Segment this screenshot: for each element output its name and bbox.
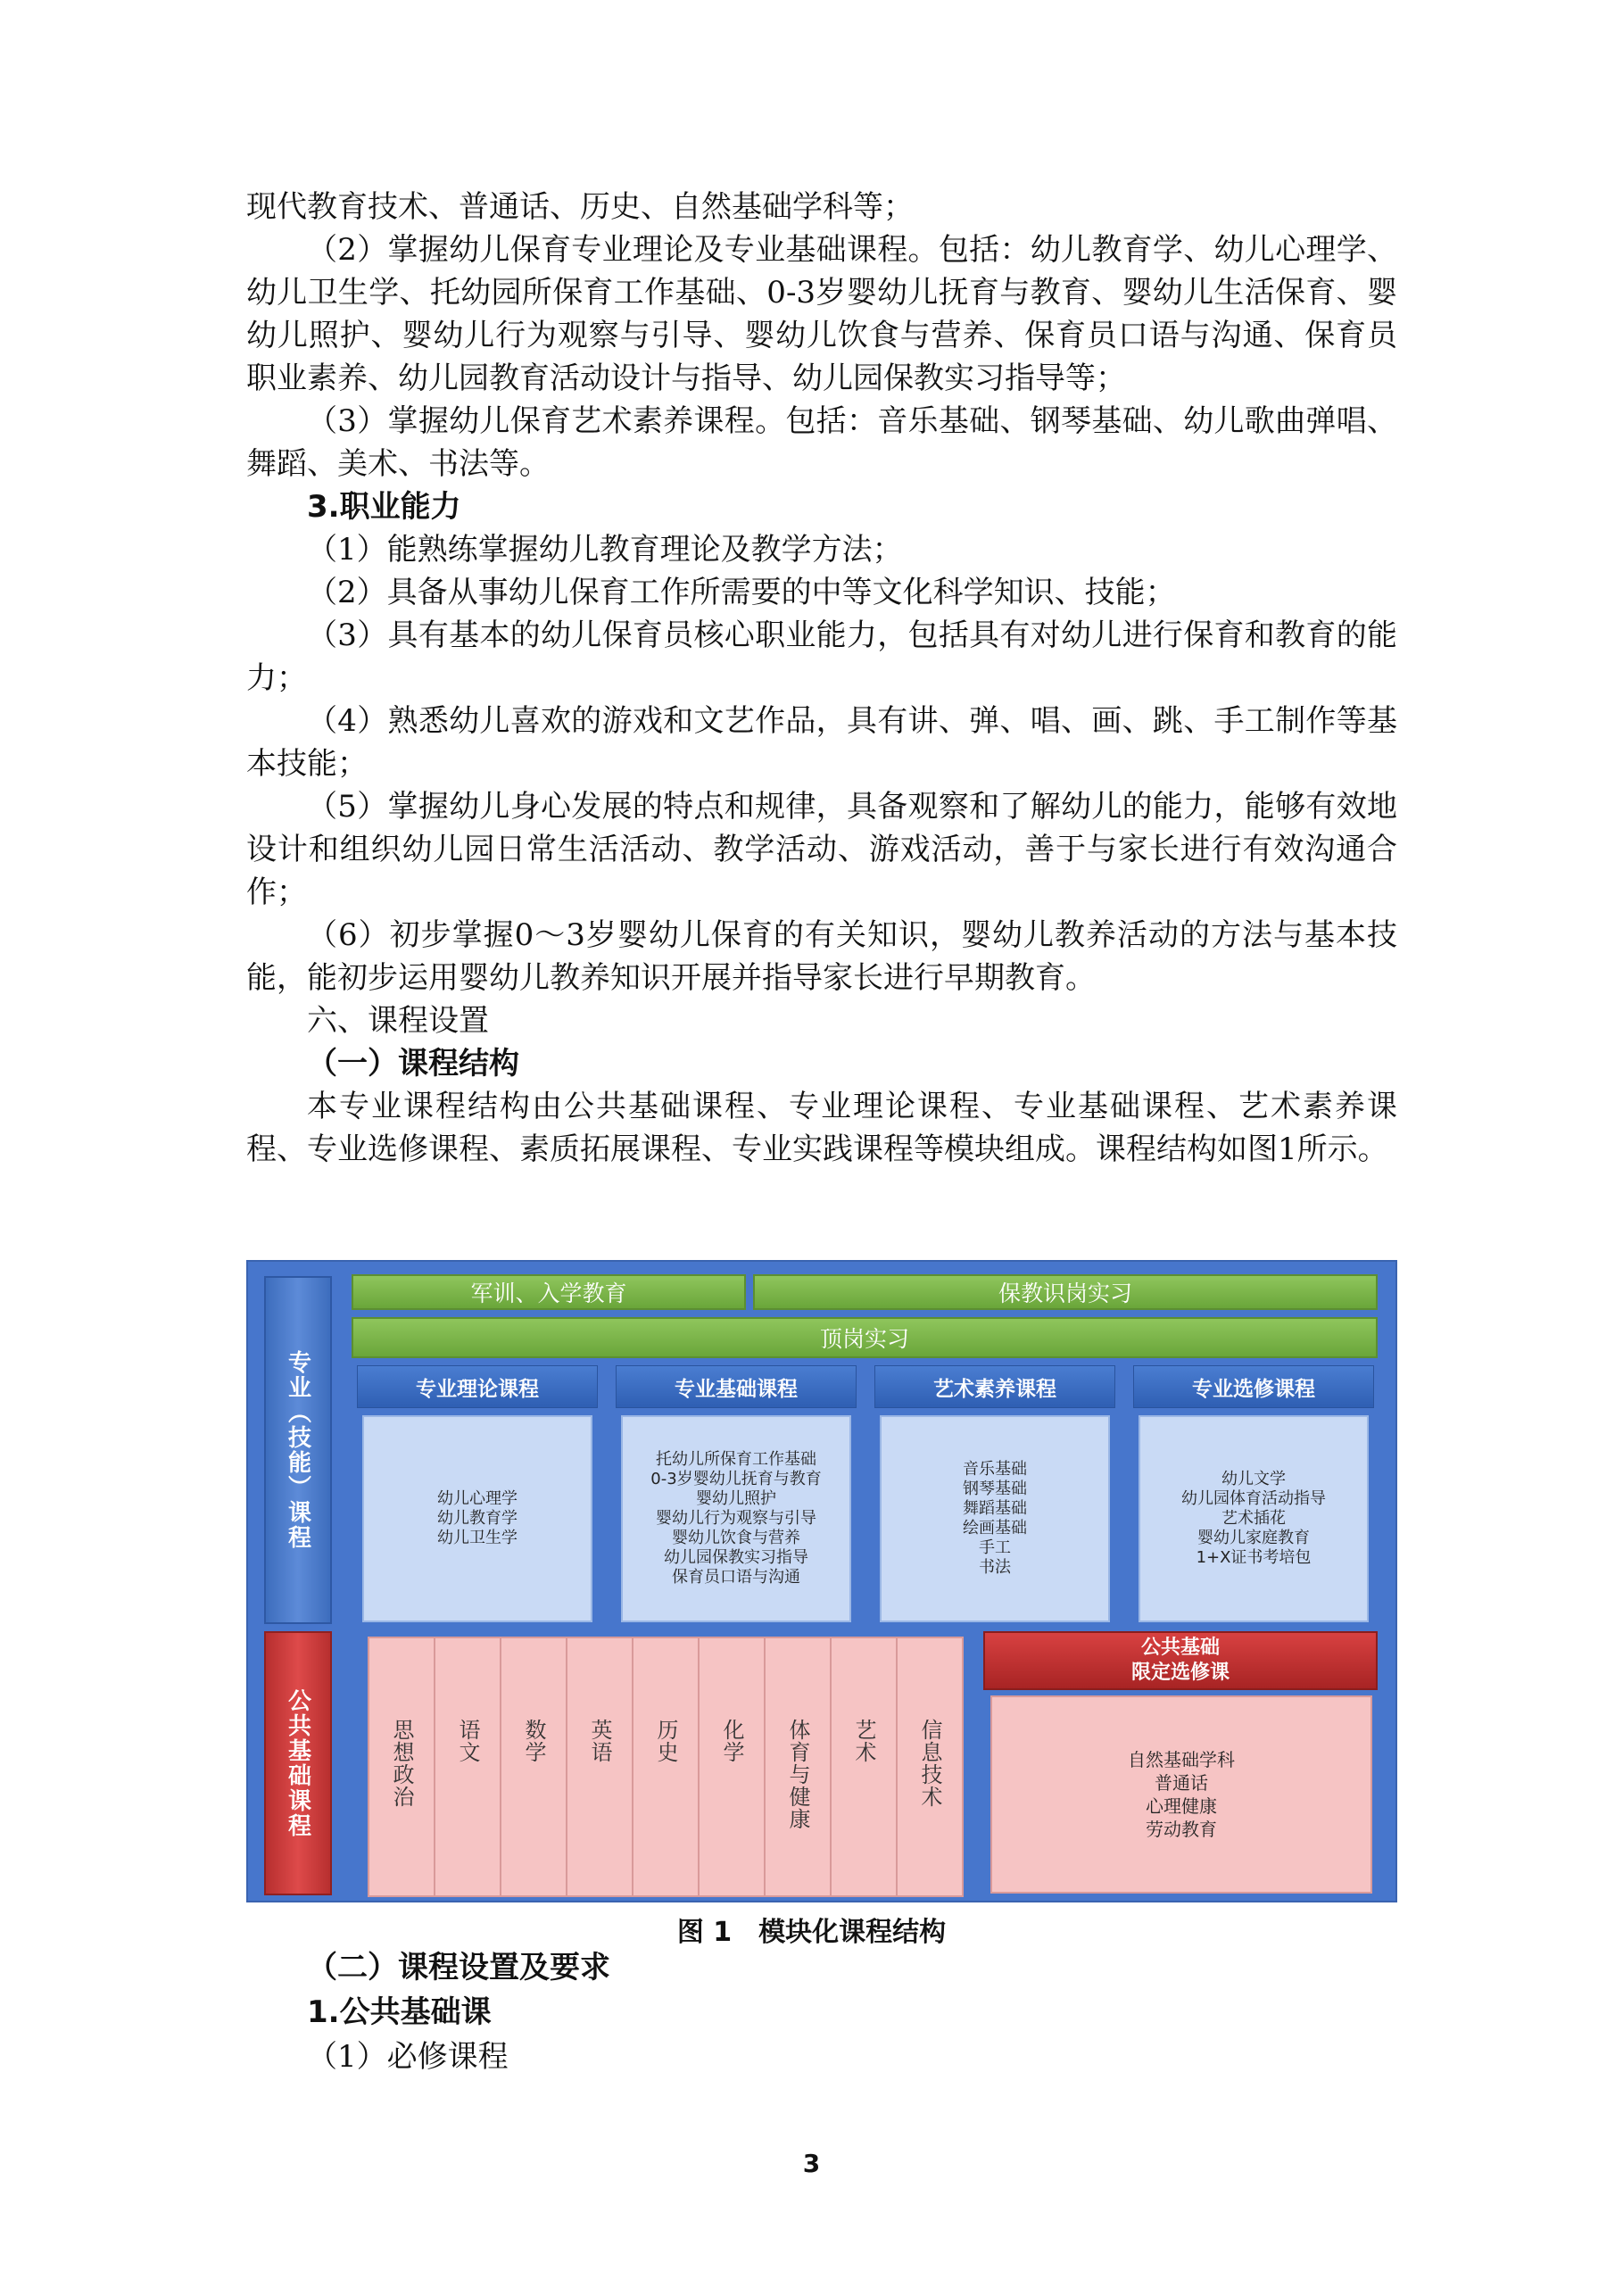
public-course-label: 语文	[455, 1719, 480, 1763]
course-item: 钢琴基础	[963, 1480, 1027, 1498]
public-elective-head-line1: 公共基础	[1140, 1637, 1220, 1659]
public-course-bar	[698, 1637, 766, 1897]
public-course-bar	[830, 1637, 898, 1897]
column-body-theory	[362, 1415, 592, 1622]
course-item: 书法	[979, 1558, 1011, 1577]
ability-item-1: （1）能熟练掌握幼儿教育理论及教学方法；	[307, 532, 903, 568]
section-title-course-setting: 六、课程设置	[307, 1003, 489, 1039]
bottom-text	[246, 1945, 1397, 2079]
public-courses-side-label: 公共基础课程	[264, 1631, 332, 1895]
column-body-art	[880, 1415, 1110, 1622]
section-heading-career-ability: 3.职业能力	[307, 489, 461, 525]
course-item: 幼儿教育学	[437, 1509, 518, 1528]
ability-item-4: （4）熟悉幼儿喜欢的游戏和文艺作品，具有讲、弹、唱、画、跳、手工制作等基本技能；	[246, 703, 1397, 782]
course-item: 绘画基础	[963, 1519, 1027, 1538]
page-number: 3	[802, 2149, 821, 2178]
elective-item: 心理健康	[1146, 1795, 1217, 1817]
column-head-art: 艺术素养课程	[874, 1365, 1115, 1408]
public-course-label: 历史	[653, 1719, 678, 1763]
course-structure-diagram	[246, 1260, 1397, 1902]
public-course-bar	[764, 1637, 832, 1897]
paragraph-2: （2）掌握幼儿保育专业理论及专业基础课程。包括：幼儿教育学、幼儿心理学、幼儿卫生学、托幼园所保育工作基础、0-3岁婴幼儿抚育与教育、婴幼儿生活保育、婴幼儿照护、婴幼儿行为观察与引导、婴幼儿饮食与营养、保育员口语与沟通、保育员职业素养、幼儿园教育活动设计与指导、幼儿园保教实习指导等；	[246, 232, 1397, 396]
figure-caption: 图 1 模块化课程结构	[676, 1917, 947, 1948]
course-item: 音乐基础	[963, 1460, 1027, 1479]
ability-item-6: （6）初步掌握0～3岁婴幼儿保育的有关知识，婴幼儿教养活动的方法与基本技能，能初步运用婴幼儿教养知识开展并指导家长进行早期教育。	[246, 917, 1397, 996]
course-item: 托幼儿所保育工作基础	[656, 1450, 816, 1469]
public-course-label: 体育与健康	[785, 1719, 810, 1830]
course-structure-text: 本专业课程结构由公共基础课程、专业理论课程、专业基础课程、艺术素养课程、专业选修课程、素质拓展课程、专业实践课程等模块组成。课程结构如图1所示。	[246, 1089, 1397, 1167]
top-internship-box: 顶岗实习	[352, 1317, 1378, 1358]
course-item: 保育员口语与沟通	[672, 1568, 800, 1587]
elective-item: 劳动教育	[1146, 1819, 1217, 1840]
course-item: 幼儿园保教实习指导	[664, 1548, 808, 1567]
course-item: 1+X证书考培包	[1196, 1548, 1312, 1567]
ability-item-3: （3）具有基本的幼儿保育员核心职业能力，包括具有对幼儿进行保育和教育的能力；	[246, 618, 1397, 696]
column-head-theory: 专业理论课程	[357, 1365, 598, 1408]
public-course-label: 艺术	[851, 1719, 876, 1763]
heading-public-basic-course: 1.公共基础课	[307, 1994, 492, 2030]
public-course-bar	[632, 1637, 700, 1897]
course-item: 幼儿卫生学	[437, 1529, 518, 1547]
public-course-bar	[368, 1637, 435, 1897]
column-body-elective	[1139, 1415, 1369, 1622]
course-item: 婴幼儿照护	[696, 1489, 776, 1508]
public-course-bar	[566, 1637, 633, 1897]
course-item: 手工	[979, 1538, 1011, 1557]
public-course-label: 英语	[587, 1719, 612, 1763]
course-item: 舞蹈基础	[963, 1499, 1027, 1518]
course-item: 0-3岁婴幼儿抚育与教育	[650, 1470, 822, 1488]
public-course-label: 信息技术	[917, 1719, 942, 1808]
paragraph-continued: 现代教育技术、普通话、历史、自然基础学科等；	[246, 189, 914, 225]
top-text	[246, 186, 1397, 1171]
public-course-bar	[500, 1637, 567, 1897]
elective-item: 普通话	[1155, 1772, 1208, 1794]
course-item: 幼儿园体育活动指导	[1181, 1489, 1326, 1508]
public-elective-head	[983, 1631, 1378, 1690]
public-course-label: 数学	[521, 1719, 546, 1763]
course-item: 艺术插花	[1221, 1509, 1286, 1528]
column-body-foundation	[621, 1415, 851, 1622]
elective-item: 自然基础学科	[1128, 1749, 1235, 1770]
course-item: 幼儿文学	[1221, 1470, 1286, 1488]
public-course-bar	[896, 1637, 964, 1897]
paragraph-3: （3）掌握幼儿保育艺术素养课程。包括：音乐基础、钢琴基础、幼儿歌曲弹唱、舞蹈、美术、书法等。	[246, 403, 1397, 482]
ability-item-2: （2）具备从事幼儿保育工作所需要的中等文化科学知识、技能；	[307, 575, 1176, 610]
subsection-course-structure: （一）课程结构	[307, 1046, 519, 1082]
course-item: 婴幼儿饮食与营养	[672, 1529, 800, 1547]
course-item: 婴幼儿家庭教育	[1197, 1529, 1310, 1547]
course-item: 幼儿心理学	[437, 1489, 518, 1508]
public-elective-head-line2: 限定选修课	[1130, 1662, 1230, 1684]
required-courses-label: （1）必修课程	[307, 2039, 509, 2075]
column-head-elective: 专业选修课程	[1133, 1365, 1374, 1408]
subsection-course-requirements: （二）课程设置及要求	[307, 1950, 610, 1985]
ability-item-5: （5）掌握幼儿身心发展的特点和规律，具备观察和了解幼儿的能力，能够有效地设计和组织幼儿园日常生活活动、教学活动、游戏活动，善于与家长进行有效沟通合作；	[246, 789, 1397, 910]
public-elective-body	[990, 1695, 1372, 1894]
public-course-label: 思想政治	[389, 1719, 414, 1808]
internship-recognition-box: 保教识岗实习	[753, 1274, 1378, 1310]
column-head-foundation: 专业基础课程	[616, 1365, 857, 1408]
professional-courses-side-label: 专业（技能）课程	[264, 1276, 332, 1624]
public-course-bar	[434, 1637, 501, 1897]
public-course-label: 化学	[719, 1719, 744, 1763]
military-training-box: 军训、入学教育	[352, 1274, 746, 1310]
course-item: 婴幼儿行为观察与引导	[656, 1509, 816, 1528]
